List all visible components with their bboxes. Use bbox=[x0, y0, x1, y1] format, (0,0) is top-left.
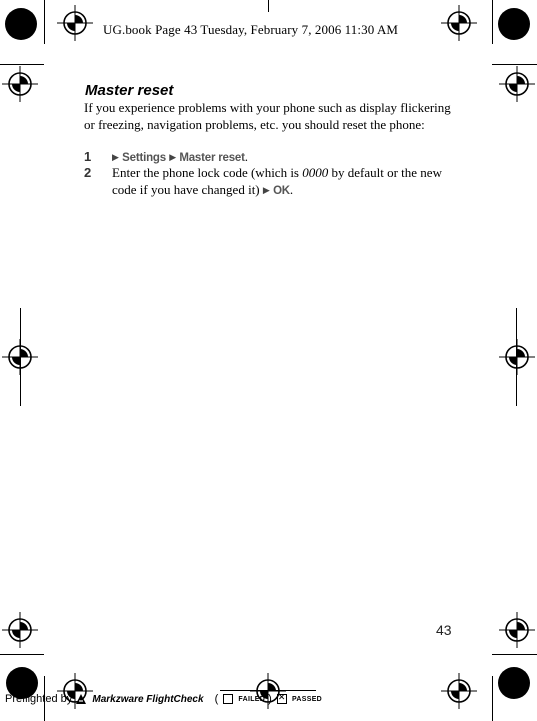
step-body bbox=[112, 165, 442, 199]
crop-line-top-center bbox=[268, 0, 269, 12]
crop-line-bottom-right bbox=[492, 654, 537, 655]
crosshair-circle-icon bbox=[499, 612, 535, 648]
crosshair-circle-icon bbox=[2, 339, 38, 375]
corner-dot-top-right bbox=[498, 8, 530, 40]
step-text-after: by default or the new code if you have changed it) bbox=[112, 165, 442, 197]
checkbox-passed-icon bbox=[277, 694, 287, 704]
paren-open: ( bbox=[214, 693, 219, 706]
crop-line-top-left bbox=[0, 64, 44, 65]
crosshair-circle-icon bbox=[499, 339, 535, 375]
crosshair-circle-icon bbox=[57, 5, 93, 41]
corner-dot-bottom-right bbox=[498, 667, 530, 699]
play-arrow-icon: ▶ bbox=[262, 184, 270, 195]
play-arrow-icon: ▶ bbox=[169, 152, 177, 162]
menu-item-settings: Settings bbox=[122, 152, 166, 164]
step-end-punct: . bbox=[289, 181, 294, 197]
step-body bbox=[112, 149, 442, 167]
failed-label: FAILED bbox=[238, 695, 266, 703]
paren-close: ) bbox=[268, 693, 272, 706]
page-number: 43 bbox=[436, 622, 452, 638]
preflight-label: Preflighted by bbox=[5, 693, 73, 706]
crop-line-right-top bbox=[492, 0, 493, 44]
crosshair-circle-icon bbox=[499, 66, 535, 102]
crosshair-circle-icon bbox=[441, 673, 477, 709]
play-arrow-icon: ▶ bbox=[112, 152, 119, 162]
crop-line-top-right bbox=[492, 64, 537, 65]
step-end-punct: . bbox=[244, 149, 248, 164]
checkbox-failed-icon bbox=[223, 694, 233, 704]
intro-paragraph: If you experience problems with your phone such as display flickering or freezing, navigation problems, etc. you should reset the phone: bbox=[84, 100, 451, 132]
flightcheck-logo-icon bbox=[75, 693, 87, 705]
passed-label: PASSED bbox=[291, 695, 323, 703]
crosshair-circle-icon bbox=[2, 66, 38, 102]
default-code: 0000 bbox=[302, 165, 329, 180]
crosshair-circle-icon bbox=[441, 5, 477, 41]
preflight-brand: Markzware FlightCheck bbox=[92, 693, 204, 705]
crosshair-circle-icon bbox=[2, 612, 38, 648]
step-number: 1 bbox=[84, 149, 92, 164]
section-title: Master reset bbox=[85, 82, 174, 99]
step-text-before: Enter the phone lock code (which is bbox=[112, 165, 303, 180]
print-slug: UG.book Page 43 Tuesday, February 7, 2006 11:30 AM bbox=[103, 22, 399, 37]
menu-item-master-reset: Master reset bbox=[179, 152, 245, 164]
preflight-footer bbox=[5, 693, 322, 711]
ok-action: OK bbox=[273, 184, 290, 197]
crop-line-left-top bbox=[44, 0, 45, 44]
crop-line-bottom-left bbox=[0, 654, 44, 655]
step-number: 2 bbox=[84, 165, 92, 180]
corner-dot-top-left bbox=[5, 8, 37, 40]
crop-line-right-bottom bbox=[492, 676, 493, 721]
